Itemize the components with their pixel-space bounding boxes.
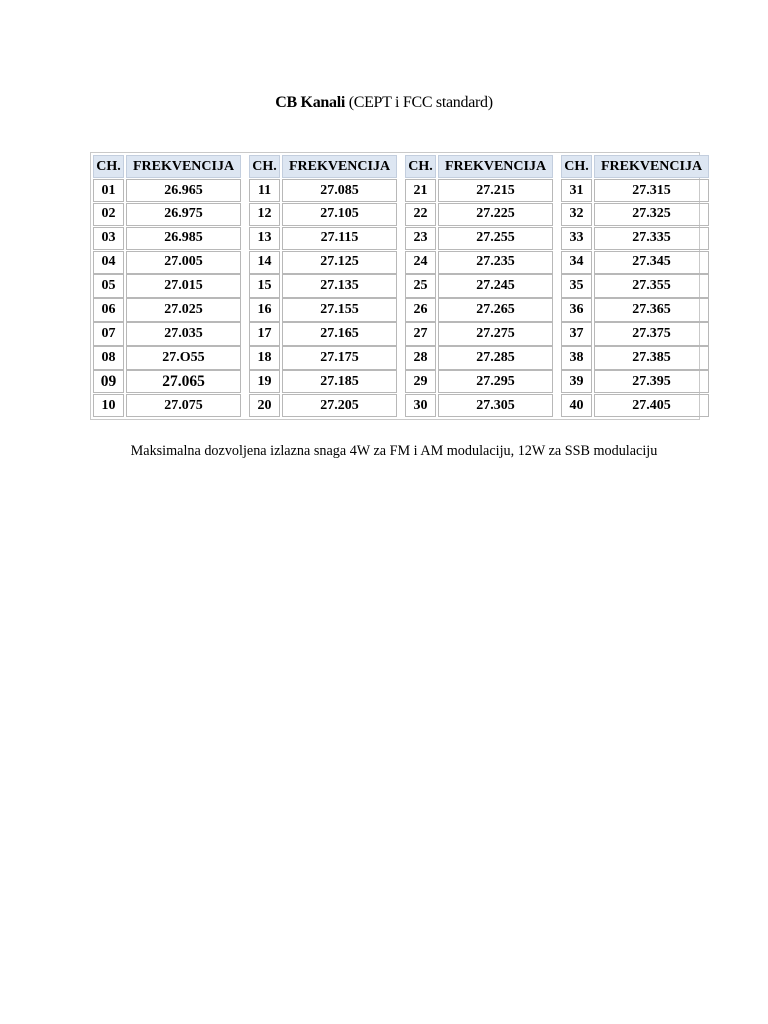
channel-frequency: 27.395 xyxy=(594,370,709,393)
channel-frequency: 27.365 xyxy=(594,298,709,321)
title-bold: CB Kanali xyxy=(275,94,345,111)
channel-frequency: 27.085 xyxy=(282,179,397,202)
channel-number: 40 xyxy=(561,394,592,417)
channel-number: 09 xyxy=(93,370,124,393)
channel-frequency: 27.375 xyxy=(594,322,709,345)
column-gap xyxy=(555,155,559,178)
column-gap xyxy=(399,346,403,369)
channel-frequency: 27.115 xyxy=(282,227,397,250)
channel-number: 10 xyxy=(93,394,124,417)
channel-number: 24 xyxy=(405,251,436,274)
channel-number: 39 xyxy=(561,370,592,393)
column-gap xyxy=(399,394,403,417)
header-frekvencija: FREKVENCIJA xyxy=(438,155,553,178)
channel-number: 18 xyxy=(249,346,280,369)
channel-number: 01 xyxy=(93,179,124,202)
channel-number: 08 xyxy=(93,346,124,369)
column-gap xyxy=(399,227,403,250)
channel-number: 33 xyxy=(561,227,592,250)
channel-frequency: 27.235 xyxy=(438,251,553,274)
channel-number: 21 xyxy=(405,179,436,202)
column-gap xyxy=(555,394,559,417)
column-gap xyxy=(399,298,403,321)
channel-frequency: 27.265 xyxy=(438,298,553,321)
channel-frequency: 27.125 xyxy=(282,251,397,274)
channel-frequency: 27.O55 xyxy=(126,346,241,369)
channel-number: 23 xyxy=(405,227,436,250)
channel-frequency: 26.975 xyxy=(126,203,241,226)
column-gap xyxy=(399,203,403,226)
channel-frequency: 26.965 xyxy=(126,179,241,202)
column-gap xyxy=(243,298,247,321)
column-gap xyxy=(243,227,247,250)
column-gap xyxy=(555,370,559,393)
channel-number: 20 xyxy=(249,394,280,417)
channel-frequency: 27.025 xyxy=(126,298,241,321)
header-frekvencija: FREKVENCIJA xyxy=(594,155,709,178)
header-ch: CH. xyxy=(561,155,592,178)
channel-frequency: 27.215 xyxy=(438,179,553,202)
channel-number: 06 xyxy=(93,298,124,321)
column-gap xyxy=(399,179,403,202)
channel-number: 03 xyxy=(93,227,124,250)
channel-frequency: 27.355 xyxy=(594,274,709,297)
column-gap xyxy=(243,203,247,226)
channel-number: 11 xyxy=(249,179,280,202)
column-gap xyxy=(243,322,247,345)
channel-frequency: 27.295 xyxy=(438,370,553,393)
channel-number: 15 xyxy=(249,274,280,297)
column-gap xyxy=(243,155,247,178)
channel-number: 04 xyxy=(93,251,124,274)
channel-frequency: 27.165 xyxy=(282,322,397,345)
column-gap xyxy=(555,227,559,250)
channel-frequency: 27.275 xyxy=(438,322,553,345)
channel-frequency: 27.405 xyxy=(594,394,709,417)
column-gap xyxy=(555,346,559,369)
channel-number: 02 xyxy=(93,203,124,226)
channel-frequency: 26.985 xyxy=(126,227,241,250)
column-gap xyxy=(399,322,403,345)
channel-grid xyxy=(93,155,709,417)
column-gap xyxy=(243,346,247,369)
channel-frequency: 27.185 xyxy=(282,370,397,393)
channel-frequency: 27.205 xyxy=(282,394,397,417)
channel-frequency: 27.335 xyxy=(594,227,709,250)
column-gap xyxy=(555,298,559,321)
channel-frequency: 27.155 xyxy=(282,298,397,321)
header-frekvencija: FREKVENCIJA xyxy=(282,155,397,178)
channel-frequency: 27.225 xyxy=(438,203,553,226)
channel-number: 32 xyxy=(561,203,592,226)
column-gap xyxy=(243,274,247,297)
channel-frequency: 27.135 xyxy=(282,274,397,297)
channel-frequency: 27.175 xyxy=(282,346,397,369)
channel-number: 31 xyxy=(561,179,592,202)
column-gap xyxy=(555,274,559,297)
channel-number: 13 xyxy=(249,227,280,250)
channel-number: 05 xyxy=(93,274,124,297)
channel-frequency: 27.015 xyxy=(126,274,241,297)
channel-number: 29 xyxy=(405,370,436,393)
channel-number: 35 xyxy=(561,274,592,297)
channel-frequency: 27.065 xyxy=(126,370,241,393)
channel-number: 26 xyxy=(405,298,436,321)
channel-number: 19 xyxy=(249,370,280,393)
channel-number: 38 xyxy=(561,346,592,369)
channel-frequency: 27.345 xyxy=(594,251,709,274)
channel-frequency: 27.035 xyxy=(126,322,241,345)
channel-frequency: 27.285 xyxy=(438,346,553,369)
column-gap xyxy=(555,322,559,345)
column-gap xyxy=(399,370,403,393)
channel-frequency: 27.105 xyxy=(282,203,397,226)
channel-frequency: 27.315 xyxy=(594,179,709,202)
power-note: Maksimalna dozvoljena izlazna snaga 4W za FM i AM modulaciju, 12W za SSB modulaciju xyxy=(130,443,658,459)
title-subtitle: (CEPT i FCC standard) xyxy=(348,94,493,111)
column-gap xyxy=(243,179,247,202)
channel-number: 12 xyxy=(249,203,280,226)
channel-number: 34 xyxy=(561,251,592,274)
channel-frequency: 27.305 xyxy=(438,394,553,417)
channel-frequency: 27.325 xyxy=(594,203,709,226)
column-gap xyxy=(399,251,403,274)
channel-frequency: 27.005 xyxy=(126,251,241,274)
channel-number: 36 xyxy=(561,298,592,321)
column-gap xyxy=(399,274,403,297)
channel-table xyxy=(90,152,703,420)
header-frekvencija: FREKVENCIJA xyxy=(126,155,241,178)
header-ch: CH. xyxy=(249,155,280,178)
channel-number: 17 xyxy=(249,322,280,345)
channel-number: 27 xyxy=(405,322,436,345)
channel-number: 28 xyxy=(405,346,436,369)
channel-frequency: 27.245 xyxy=(438,274,553,297)
header-ch: CH. xyxy=(93,155,124,178)
column-gap xyxy=(555,179,559,202)
channel-number: 37 xyxy=(561,322,592,345)
channel-frequency: 27.075 xyxy=(126,394,241,417)
channel-frequency: 27.255 xyxy=(438,227,553,250)
column-gap xyxy=(555,203,559,226)
channel-number: 14 xyxy=(249,251,280,274)
channel-number: 25 xyxy=(405,274,436,297)
column-gap xyxy=(243,394,247,417)
header-ch: CH. xyxy=(405,155,436,178)
channel-number: 07 xyxy=(93,322,124,345)
column-gap xyxy=(243,370,247,393)
channel-number: 22 xyxy=(405,203,436,226)
channel-number: 16 xyxy=(249,298,280,321)
column-gap xyxy=(555,251,559,274)
column-gap xyxy=(243,251,247,274)
page-title xyxy=(0,94,768,112)
channel-number: 30 xyxy=(405,394,436,417)
column-gap xyxy=(399,155,403,178)
channel-frequency: 27.385 xyxy=(594,346,709,369)
